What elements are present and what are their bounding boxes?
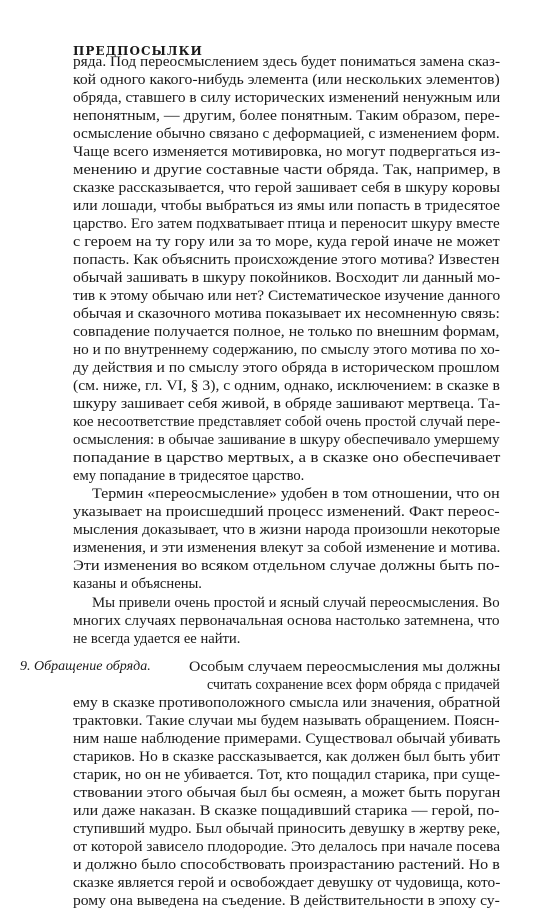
text-line: ступивший мудро. Был обычай приносить девушку в жертву реке, — [73, 821, 501, 837]
text-line: ряда. Под переосмыслением здесь будет пониматься замена сказ- — [73, 54, 501, 70]
text-line: с героем на ту гору или за то море, куда герой иначе не может — [73, 234, 500, 250]
text-line: кое несоответствие представляет собой очень простой случай пере- — [73, 414, 501, 430]
text-line: попадание в царство мертвых, а в сказке оно обеспечивает — [73, 450, 501, 466]
text-line: или лошади, чтобы выбраться из ямы или попасть в тридесятое — [73, 198, 500, 214]
text-line: ним наше наблюдение примерами. Существовал обычай убивать — [73, 731, 501, 747]
text-line: многих случаях первоначальная основа настолько затемнена, что — [73, 613, 500, 629]
text-line: старик, но он не убивается. Тот, кто пощадил старика, при суще- — [73, 767, 500, 783]
text-line: осмысления: в обычае зашивание в шкуру обеспечивало умершему — [73, 432, 500, 448]
text-line: мысления доказывает, что в жизни народа произошли некоторые — [73, 522, 501, 538]
text-line: ему в сказке противоположного смысла или значения, обратной — [73, 695, 501, 711]
text-line: но и по внутреннему содержанию, по смыслу этого мотива по хо- — [73, 342, 500, 358]
text-line: ствовании этого обычая был бы осмеян, а может быть поруган — [73, 785, 501, 801]
text-line: считать сохранение всех форм обряда с придачей — [207, 677, 500, 693]
text-line: стариков. Но в сказке рассказывается, как должен был быть убит — [73, 749, 500, 765]
text-line: менению и другие составные части обряда. Так, например, в — [73, 162, 501, 178]
side-heading: 9. Обращение обряда. — [20, 659, 151, 674]
text-line: ду действия и по смыслу этого обряда в историческом прошлом — [73, 360, 500, 376]
text-line: ему попадание в тридесятое царство. — [73, 468, 305, 484]
text-line: трактовки. Такие случаи мы будем называть обращением. Поясн- — [73, 713, 500, 729]
text-line: попасть. Как объяснить происхождение этого мотива? Известен — [73, 252, 500, 268]
text-line: от которой зависело плодородие. Это делалось при начале посева — [73, 839, 500, 855]
text-line: тив к этому обычаю или нет? Систематическое изучение данного — [73, 288, 501, 304]
text-line: рому она выведена на съедение. В действительности в эпоху су- — [73, 893, 500, 909]
text-line: осмысление обычно связано с деформацией, с изменением форм. — [73, 126, 500, 142]
text-line: (см. ниже, гл. VI, § 3), с одним, однако, исключением: в сказке в — [73, 378, 500, 394]
text-line: Мы привели очень простой и ясный случай переосмысления. Во — [92, 595, 500, 611]
text-line: обычая и сказочного мотива показывает их несомненную связь: — [73, 306, 500, 322]
text-line: изменения, и эти изменения влекут за собой изменение и мотива. — [73, 540, 501, 556]
text-line: сказке является герой и освобождает девушку от чудовища, кото- — [73, 875, 501, 891]
text-line: казаны и объяснены. — [73, 576, 202, 592]
text-line: сказке рассказывается, что герой зашивает себя в шкуру коровы — [73, 180, 501, 196]
text-line: указывает на происшедший процесс изменений. Факт переос- — [73, 504, 500, 520]
text-line: не всегда удается ее найти. — [73, 631, 241, 647]
text-line: обычай зашивать в шкуру покойников. Восходит ли данный мо- — [73, 270, 501, 286]
text-line: Эти изменения во всяком отдельном случае должны быть по- — [73, 558, 500, 574]
text-line: или даже наказан. В сказке пощадивший старика — герой, по- — [73, 803, 500, 819]
text-line: непонятным, — другим, более понятным. Таким образом, пере- — [73, 108, 500, 124]
text-line: Особым случаем переосмысления мы должны — [189, 659, 501, 675]
text-line: обряда, ставшего в силу исторических изменений ненужным или — [73, 90, 501, 106]
text-line: Чаще всего изменяется мотивировка, но могут подвергаться из- — [73, 144, 501, 160]
text-line: царство. Его затем подхватывает птица и переносит шкуру вместе — [73, 216, 500, 232]
text-line: и должно было способствовать произрастанию растений. Но в — [73, 857, 500, 873]
text-line: шкуру зашивает себя живой, в обряде зашивают мертвеца. Та- — [73, 396, 501, 412]
running-head: ПРЕДПОСЫЛКИ — [73, 44, 203, 58]
text-line: кой одного какого-нибудь элемента (или нескольких элементов) — [73, 72, 500, 88]
text-line: совпадение получается полное, не только по внешним формам, — [73, 324, 500, 340]
text-line: Термин «переосмысление» удобен в том отношении, что он — [92, 486, 500, 502]
